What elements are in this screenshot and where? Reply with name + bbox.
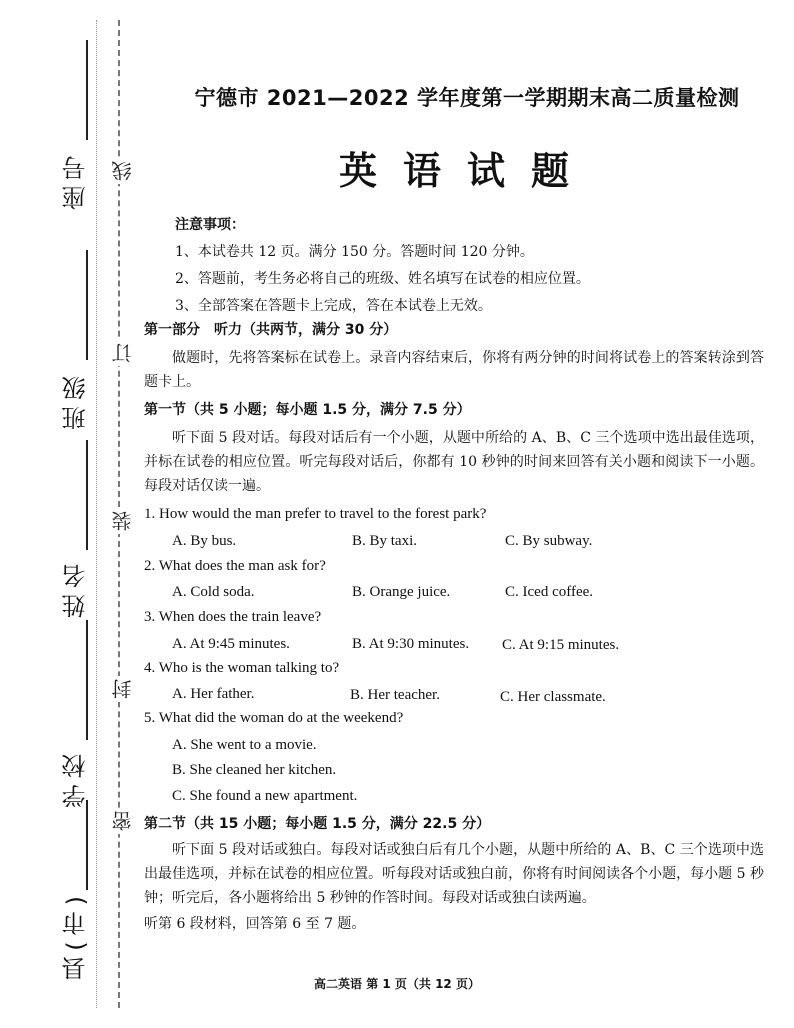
option-b: B. At 9:30 minutes. bbox=[352, 636, 470, 652]
section1-heading: 第一节（共 5 小题；每小题 1.5 分，满分 7.5 分） bbox=[144, 402, 471, 418]
binding-margin bbox=[0, 0, 140, 1028]
name-label: 姓名 bbox=[62, 558, 90, 618]
notice-block bbox=[175, 212, 755, 320]
question-stem: 5. What did the woman do at the weekend? bbox=[144, 710, 404, 726]
school-label: 学校 bbox=[62, 748, 90, 808]
question-stem: 4. Who is the woman talking to? bbox=[144, 660, 340, 676]
cut-mark-ding: 订 bbox=[108, 340, 137, 366]
part1-intro: 做题时，先将答案标在试卷上。录音内容结束后，你将有两分钟的时间将试卷上的答案转涂到答题卡上。 bbox=[144, 350, 764, 390]
notice-item: 1、本试卷共 12 页。满分 150 分。答题时间 120 分钟。 bbox=[175, 244, 534, 260]
option-c: C. At 9:15 minutes. bbox=[502, 637, 620, 653]
option-c: C. She found a new apartment. bbox=[172, 788, 358, 804]
inner-line bbox=[96, 20, 97, 1008]
county-label: 县(市) bbox=[62, 890, 90, 981]
option-b: B. Orange juice. bbox=[352, 584, 451, 600]
exam-subject: 英语试题 bbox=[338, 149, 595, 193]
option-a: A. At 9:45 minutes. bbox=[172, 636, 290, 652]
page-footer: 高二英语 第 1 页（共 12 页） bbox=[314, 977, 480, 991]
option-c: C. By subway. bbox=[505, 533, 593, 549]
name-blank[interactable] bbox=[86, 440, 88, 550]
seat-blank[interactable] bbox=[86, 40, 88, 140]
school-blank[interactable] bbox=[86, 620, 88, 740]
cut-mark-zhuang: 装 bbox=[108, 508, 137, 534]
option-b: B. By taxi. bbox=[352, 533, 418, 549]
material-instruction: 听第 6 段材料，回答第 6 至 7 题。 bbox=[144, 916, 366, 932]
county-blank[interactable] bbox=[86, 800, 88, 890]
cut-mark-xian: 线 bbox=[108, 158, 137, 184]
option-c: C. Her classmate. bbox=[500, 689, 606, 705]
section2-intro: 听下面 5 段对话或独白。每段对话或独白后有几个小题，从题中所给的 A、B、C 三个选项中选出最佳选项，并标在试卷的相应位置。听每段对话或独白前，你将有时间阅读各个小题，每小题 5 秒钟；听完后，各小题将给出 5 秒钟的作答时间。每段对话或独白读两遍。 bbox=[144, 842, 764, 906]
section2-block bbox=[144, 812, 764, 936]
seat-label: 座号 bbox=[62, 150, 90, 210]
option-a: A. Her father. bbox=[172, 686, 255, 702]
class-label: 班级 bbox=[62, 370, 90, 430]
notice-item: 2、答题前，考生务必将自己的班级、姓名填写在试卷的相应位置。 bbox=[175, 271, 590, 287]
notice-item: 3、全部答案在答题卡上完成，答在本试卷上无效。 bbox=[175, 298, 492, 314]
part1-block bbox=[144, 318, 764, 394]
question-stem: 2. What does the man ask for? bbox=[144, 558, 326, 574]
section2-heading: 第二节（共 15 小题；每小题 1.5 分，满分 22.5 分） bbox=[144, 816, 491, 832]
option-b: B. Her teacher. bbox=[350, 687, 440, 703]
question-stem: 3. When does the train leave? bbox=[144, 609, 322, 625]
section1-block bbox=[144, 398, 764, 498]
cut-mark-feng: 封 bbox=[108, 676, 137, 702]
option-b: B. She cleaned her kitchen. bbox=[172, 762, 337, 778]
question-stem: 1. How would the man prefer to travel to the forest park? bbox=[144, 506, 487, 522]
option-a: A. She went to a movie. bbox=[172, 737, 317, 753]
notice-title: 注意事项： bbox=[175, 217, 245, 233]
option-c: C. Iced coffee. bbox=[505, 584, 594, 600]
option-a: A. Cold soda. bbox=[172, 584, 255, 600]
option-a: A. By bus. bbox=[172, 533, 237, 549]
exam-title: 宁德市 2021—2022 学年度第一学期期末高二质量检测 bbox=[194, 86, 740, 110]
section1-intro: 听下面 5 段对话。每段对话后有一个小题，从题中所给的 A、B、C 三个选项中选出最佳选项，并标在试卷的相应位置。听完每段对话后，你都有 10 秒钟的时间来回答有关小题和阅读下一小题。每段对话仅读一遍。 bbox=[144, 430, 764, 494]
cut-mark-mi: 密 bbox=[108, 808, 137, 834]
part1-heading: 第一部分 听力（共两节，满分 30 分） bbox=[144, 322, 398, 338]
class-blank[interactable] bbox=[86, 250, 88, 360]
